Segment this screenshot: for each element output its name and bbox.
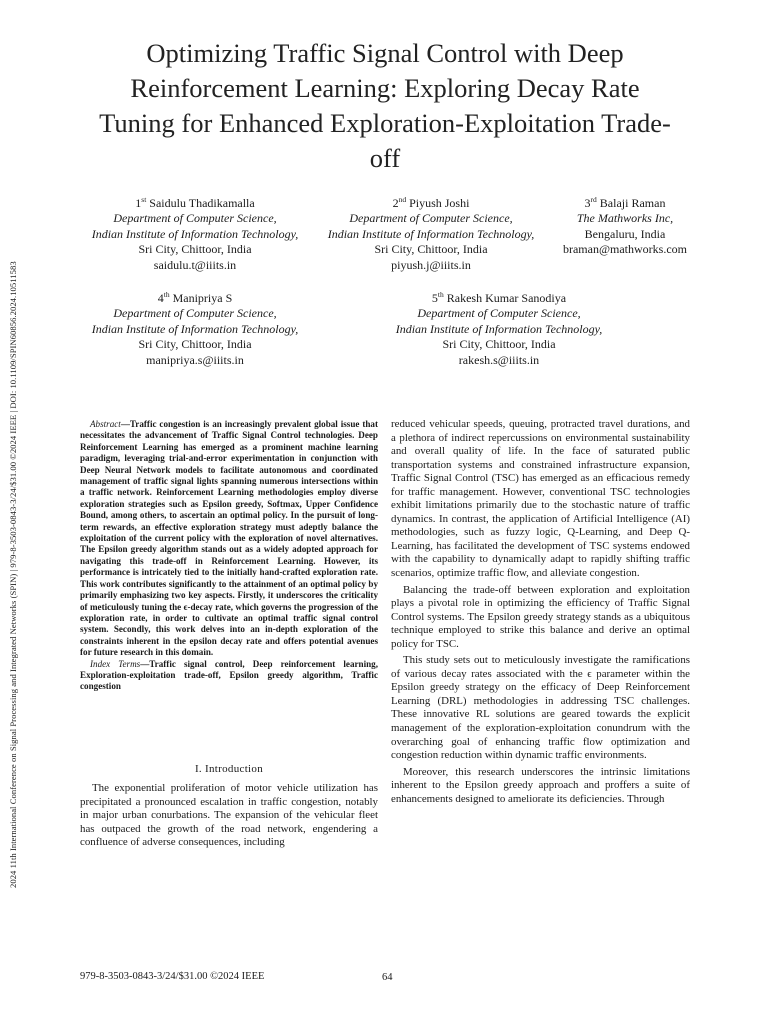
abstract-text: —Traffic congestion is an increasingly prevalent global issue that necessitates the advancement of Traffic Signal Control technologies. Deep Reinforcement Learning has emerged as a prominent machine learning paradigm, leveraging trial-and-error experimentation in conjunction with Deep Neural Network models to facilitate autonomous and coordinated management of traffic signal lights spanning numerous intersections within a traffic network. Reinforcement Learning methodologies employ diverse exploration strategies such as Epsilon greedy, Softmax, Upper Confidence Bound, among others, to ascertain an optimal policy. In the pursuit of long-term rewards, an effective exploration strategy must adeptly balance the exploitation of the current policy with the exploration of novel alternatives. The Epsilon greedy algorithm stands out as a widely adopted approach for navigating this trade-off in Reinforcement Learning. However, its performance is intricately tied to the initially hand-crafted exploration rate. This work contributes significantly to the attainment of an optimal policy by primarily emphasizing two key aspects. Firstly, it underscores the criticality of meticulously tuning the ϵ-decay rate, which governs the progression of the exploration rate, in order to cultivate an optimal traffic signal control system. Secondly, this work delves into an in-depth exploration of the constraints inherent in the epsilon decay rate and offers potential avenues for future research in this domain. [80,419,378,658]
abstract [80,419,378,693]
author-block-4 [80,287,310,368]
author-name: 1st Saidulu Thadikamalla [135,195,255,210]
author-name: 4th Manipriya S [157,290,233,305]
author-dept: Department of Computer Science, [113,306,277,321]
author-block-1 [80,192,310,273]
doi-sidebar [8,140,24,890]
author-inst: Indian Institute of Information Technology, [327,226,535,241]
index-terms [80,659,378,693]
body-paragraph: This study sets out to meticulously investigate the ramifications of various decay rates associated with the ϵ parameter within the Epsilon greedy strategy on the efficacy of Deep Reinforcement Learning (DRL) methodologies in addressing TSC challenges. These innovative RL solutions are geared towards the explicit management of the exploration-exploitation conundrum with the overarching goal of enhancing traffic flow optimization and congestion reduction within dynamic traffic environments. [391,654,690,762]
author-dept: Department of Computer Science, [113,211,277,226]
author-dept: Department of Computer Science, [349,211,513,226]
author-inst: Indian Institute of Information Technology, [91,321,299,336]
author-loc: Sri City, Chittoor, India [138,242,252,257]
author-inst: Indian Institute of Information Technology, [395,321,603,336]
author-loc: Sri City, Chittoor, India [374,242,488,257]
author-email: rakesh.s@iiits.in [458,352,540,367]
abstract-paragraph [80,419,378,659]
abstract-label: Abstract [90,419,121,429]
author-email: manipriya.s@iiits.in [146,352,244,367]
author-dept: Department of Computer Science, [417,306,581,321]
author-block-5 [383,287,615,368]
body-paragraph: reduced vehicular speeds, queuing, protracted travel durations, and a plethora of indirect repercussions on environmental sustainability and overall quality of life. In the face of saturated public transportation systems and constrained infrastructure expansion, Traffic Signal Control (TSC) has emerged as an efficacious remedy for traffic management. However, conventional TSC technologies exhibit limitations primarily due to the stochastic nature of traffic dynamics. In contrast, the application of Artificial Intelligence (AI) methodologies, such as fuzzy logic, Q-Learning, and Deep Q-Learning, has facilitated the development of TSC systems endowed with the capability to dynamically adapt to rapidly shifting traffic scenarios, optimize traffic flow, and alleviate congestion. [391,418,690,580]
footer-copyright: 979-8-3503-0843-3/24/$31.00 ©2024 IEEE [80,971,265,982]
author-name: 2nd Piyush Joshi [392,195,470,210]
index-terms-text: —Traffic signal control, Deep reinforcement learning, Exploration-exploitation trade-off, Epsilon greedy algorithm, Traffic congestion [80,658,379,692]
sidebar-text: 2024 11th International Conference on Signal Processing and Integrated Networks (SPIN) | 979-8-3503-0843-3/24/$31.00 ©2024 IEEE | DOI: 10.1109/SPIN60856.2024.10511583 [8,261,18,888]
body-paragraph: Balancing the trade-off between exploration and exploitation plays a pivotal role in optimizing the efficiency of Traffic Signal Control systems. The Epsilon greedy strategy stands as a ubiquitous technique employed to strike this balance and derive an optimal policy for TSC. [391,583,690,650]
author-block-3 [550,192,700,258]
author-email: piyush.j@iiits.in [391,257,471,272]
author-loc: Sri City, Chittoor, India [138,337,252,352]
author-loc: Sri City, Chittoor, India [442,337,556,352]
author-name: 3rd Balaji Raman [584,195,666,210]
paper-title: Optimizing Traffic Signal Control with Deep Reinforcement Learning: Exploring Decay Rate Tuning for Enhanced Exploration-Exploitation Trade-off [99,38,671,173]
author-block-2 [315,192,547,273]
author-email: braman@mathworks.com [562,242,688,257]
author-dept: The Mathworks Inc, [576,211,674,226]
body-paragraph: Moreover, this research underscores the intrinsic limitations inherent to the Epsilon greedy approach and proffers a suite of enhancements designed to ameliorate its deficiencies. Through [391,765,690,805]
author-email: saidulu.t@iiits.in [153,257,237,272]
intro-paragraph: The exponential proliferation of motor vehicle utilization has precipitated a pronounced escalation in traffic congestion, notably in major urban conurbations. The expansion of the vehicular fleet has outpaced the growth of the road network, engendering a confluence of adverse consequences, including [80,782,378,849]
right-column [391,418,690,806]
index-terms-label: Index Terms [90,658,141,669]
author-name: 5th Rakesh Kumar Sanodiya [431,290,567,305]
section-heading: I. Introduction [194,763,264,775]
intro-column [80,782,378,850]
page-number: 64 [382,972,393,983]
author-loc: Bengaluru, India [584,226,666,241]
author-inst: Indian Institute of Information Technology, [91,226,299,241]
